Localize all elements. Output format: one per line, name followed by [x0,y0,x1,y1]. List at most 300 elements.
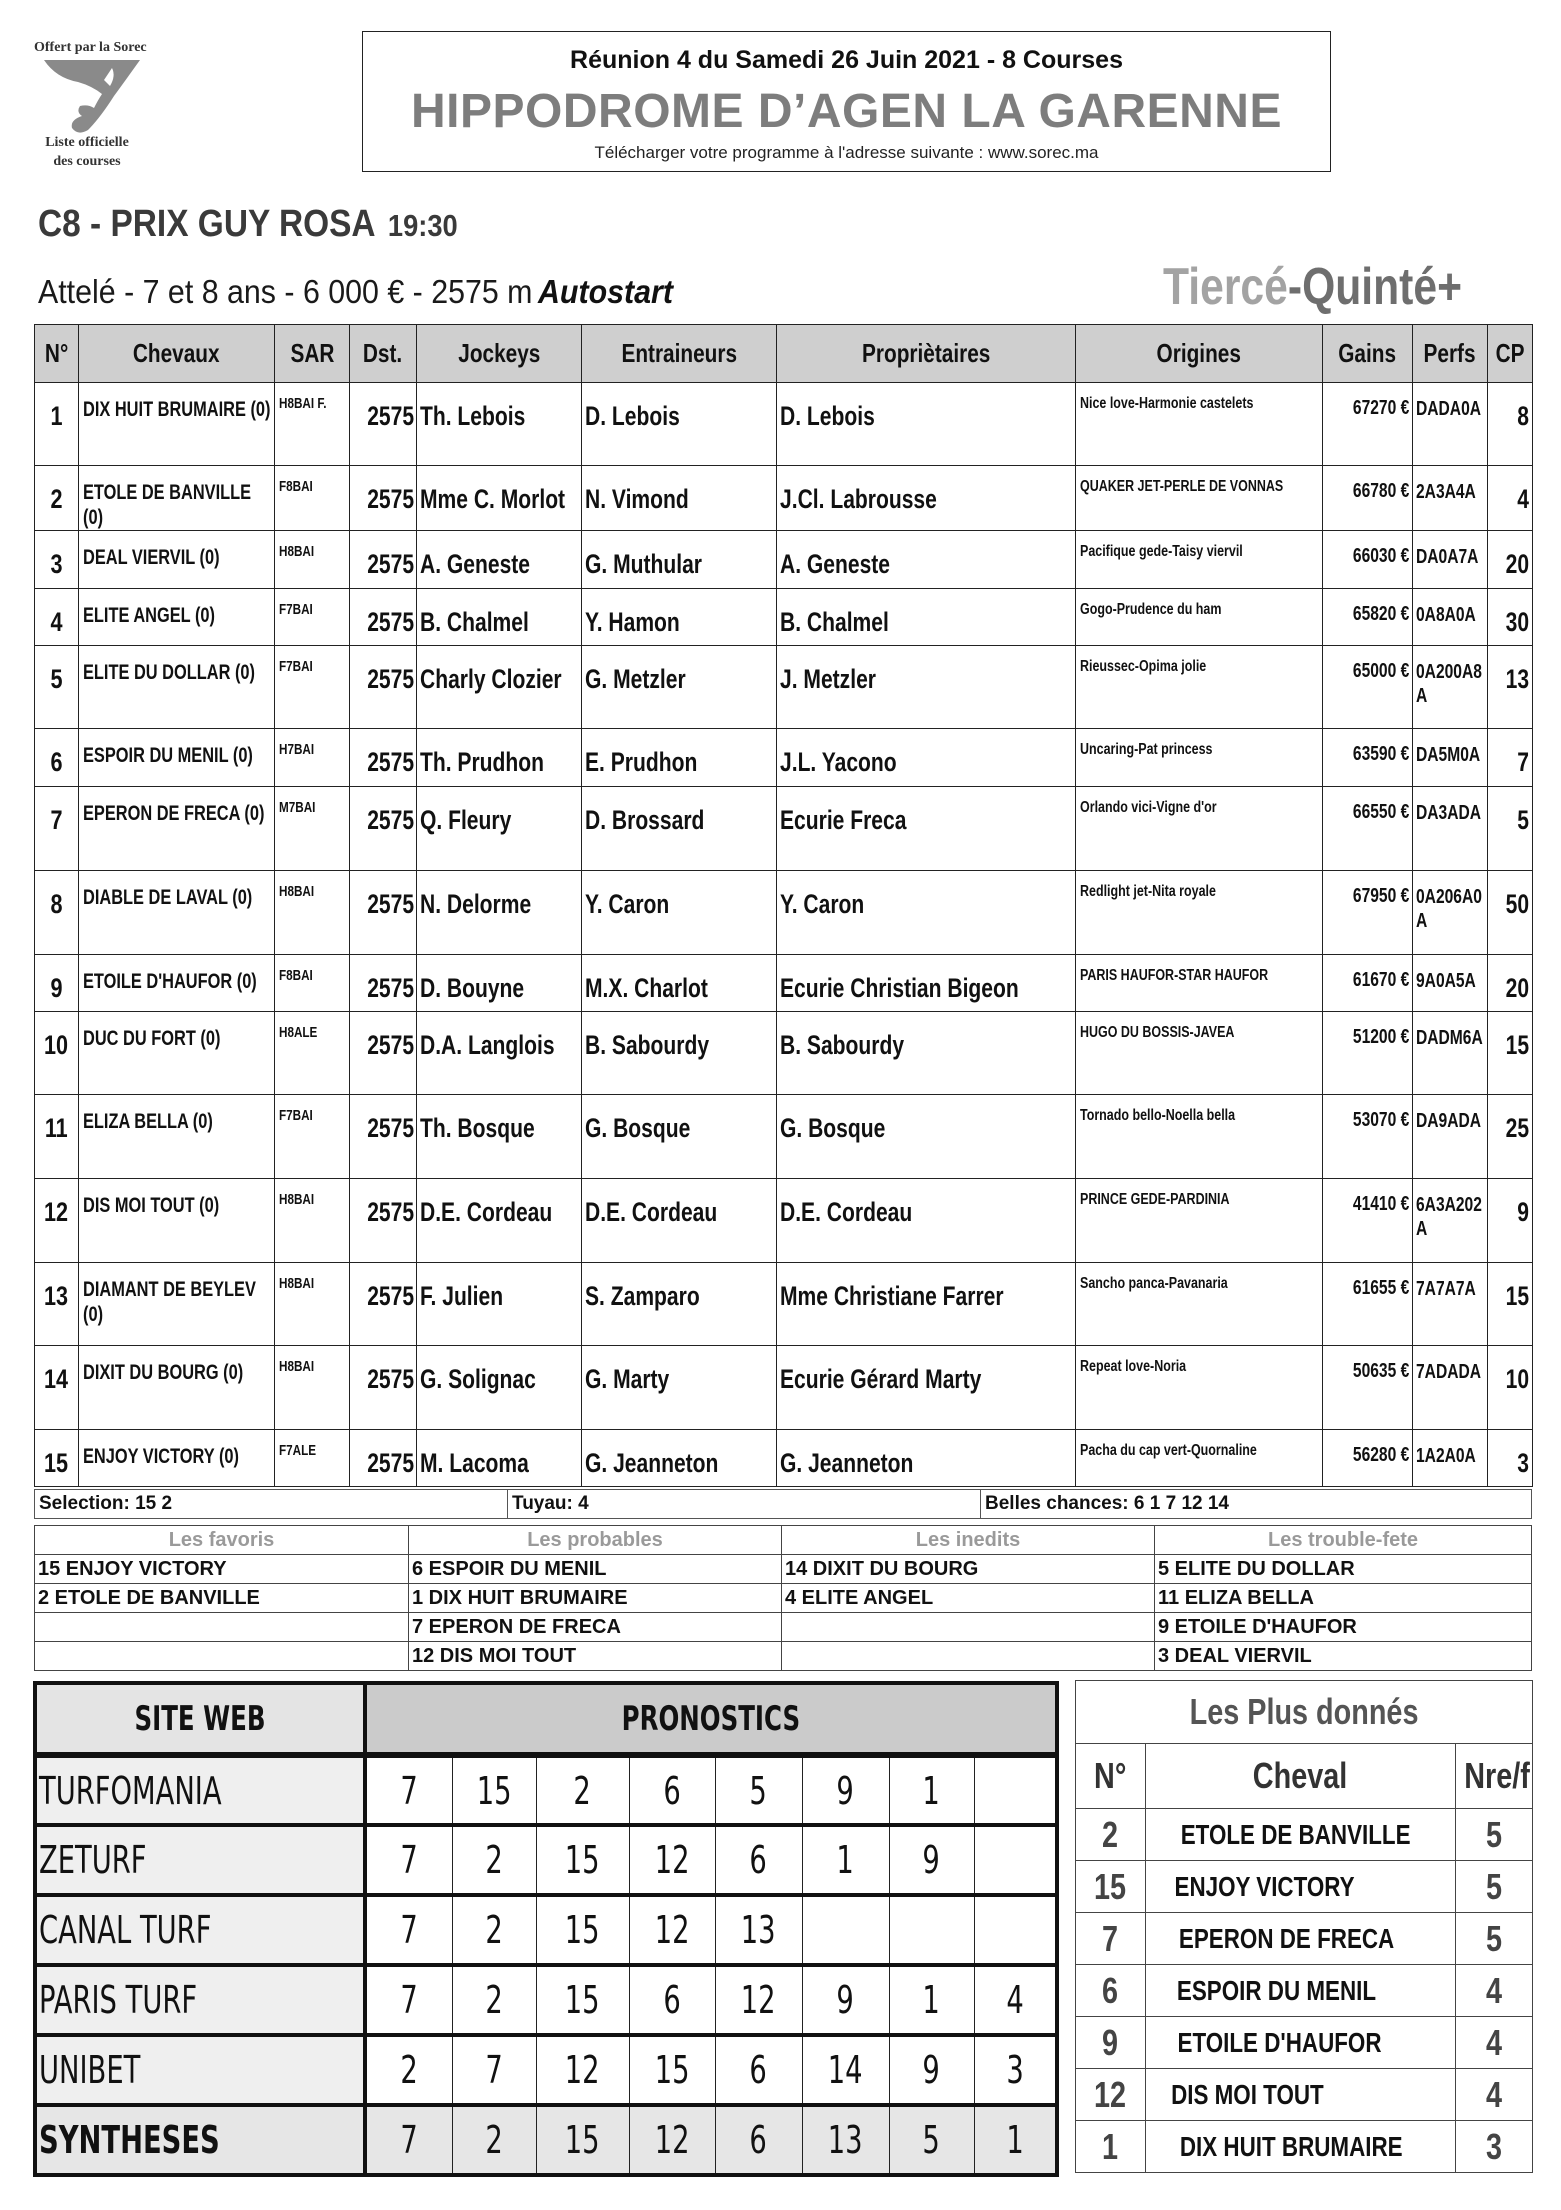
runner-jockey: Mme C. Morlot [420,484,566,514]
runner-horse: DIX HUIT BRUMAIRE (0) [83,398,271,421]
runner-gains-cell [1323,589,1413,646]
runner-distance: 2575 [367,607,414,637]
runner-number: 14 [44,1364,69,1394]
runner-perfs: DADA0A [1416,398,1482,420]
runner-number: 10 [44,1030,69,1060]
pronostic-value: 2 [365,2035,452,2105]
category-probables-item: 12 DIS MOI TOUT [409,1642,782,1671]
runner-gains: 66550 € [1352,801,1409,823]
runner-row [35,531,1533,589]
runner-sar-cell [275,1095,350,1179]
runner-horse-cell [79,1179,275,1263]
runner-number-cell [35,383,79,466]
category-row [35,1584,1532,1613]
runner-jockey-cell [417,383,582,466]
category-inedits-item: 14 DIXIT DU BOURG [782,1555,1155,1584]
site-web-header: SITE WEB [35,1683,365,1755]
runner-horse-cell [79,383,275,466]
runner-trainer: B. Sabourdy [585,1030,710,1060]
runner-number: 6 [50,747,63,777]
plus-count: 5 [1456,1913,1533,1965]
pronostic-value: 12 [536,2035,629,2105]
plus-donnes-row [1076,2121,1533,2173]
runner-owner-cell [777,1179,1076,1263]
category-probables-item: 6 ESPOIR DU MENIL [409,1555,782,1584]
runner-sar: F7BAI [279,601,313,618]
runner-owner-cell [777,1263,1076,1346]
runner-horse: DIAMANT DE BEYLEV (0) [83,1278,256,1326]
pronostic-site: SYNTHESES [35,2105,365,2175]
runner-sar: M7BAI [279,799,316,816]
plus-horse: ETOILE D'HAUFOR [1146,2017,1456,2069]
runner-horse-cell [79,1346,275,1430]
runner-owner-cell [777,955,1076,1012]
category-row [35,1642,1532,1671]
runner-jockey-cell [417,1430,582,1487]
runner-jockey-cell [417,955,582,1012]
runner-origin-cell [1076,466,1323,531]
runner-gains: 63590 € [1352,743,1409,765]
runner-distance: 2575 [367,747,414,777]
col-header-gains: Gains [1323,325,1413,383]
runner-origin-cell [1076,589,1323,646]
runner-gains-cell [1323,1012,1413,1095]
runner-number-cell [35,1263,79,1346]
reunion-info: Réunion 4 du Samedi 26 Juin 2021 - 8 Courses [570,46,1123,74]
runner-origin: Repeat love-Noria [1080,1358,1187,1375]
plus-number: 9 [1076,2017,1146,2069]
pronostic-value: 6 [715,2035,802,2105]
runner-sar-cell [275,589,350,646]
runner-jockey: D.A. Langlois [420,1030,555,1060]
runner-horse-cell [79,589,275,646]
runner-perfs: DA9ADA [1416,1110,1482,1132]
runner-cp: 30 [1505,607,1529,637]
pronostic-row [35,1965,1057,2035]
runner-jockey-cell [417,1263,582,1346]
runner-distance-cell [350,787,417,871]
runner-horse: EPERON DE FRECA (0) [83,802,265,825]
runner-perfs: 0A200A8A [1416,661,1482,707]
runner-sar: H8BAI F. [279,395,327,412]
pronostic-value [889,1895,974,1965]
runner-owner: G. Jeanneton [780,1448,914,1478]
pronostic-row [35,2035,1057,2105]
runner-number: 8 [50,889,63,919]
pronostic-value: 1 [889,1965,974,2035]
runner-sar: F7BAI [279,658,313,675]
runner-number-cell [35,1012,79,1095]
runner-trainer-cell [582,729,777,787]
runner-origin: Tornado bello-Noella bella [1080,1107,1236,1124]
runner-number-cell [35,1179,79,1263]
runner-owner-cell [777,729,1076,787]
runner-perfs: 0A206A0A [1416,886,1482,932]
runner-perfs: 0A8A0A [1416,604,1476,626]
pronostic-site: ZETURF [35,1825,365,1895]
runner-trainer: E. Prudhon [585,747,698,777]
runner-cp: 25 [1505,1113,1529,1143]
runner-perfs: DA3ADA [1416,802,1482,824]
runner-jockey-cell [417,466,582,531]
runner-origin-cell [1076,871,1323,955]
runner-distance: 2575 [367,1113,414,1143]
runner-gains-cell [1323,1430,1413,1487]
runner-perfs: 9A0A5A [1416,970,1476,992]
runner-owner: J.Cl. Labrousse [780,484,937,514]
bet-type-quinte: -Quinté+ [1287,258,1462,316]
runner-cp-cell [1488,531,1533,589]
runner-trainer-cell [582,646,777,729]
runner-sar: H8BAI [279,1275,315,1292]
runner-origin: Pacha du cap vert-Quornaline [1080,1442,1257,1459]
col-header-cp: CP [1488,325,1533,383]
runner-sar-cell [275,383,350,466]
runner-number: 3 [50,549,63,579]
pronostic-value: 12 [629,1825,715,1895]
runner-cp-cell [1488,1095,1533,1179]
runner-origin-cell [1076,1263,1323,1346]
runner-number-cell [35,871,79,955]
runner-cp: 13 [1505,664,1529,694]
runner-perfs-cell [1413,955,1488,1012]
runner-gains: 56280 € [1352,1444,1409,1466]
logo-bottom-text-1: Liste officielle [45,135,129,150]
runner-horse-cell [79,466,275,531]
plus-donnes-table [1075,1680,1533,2173]
bet-type [1163,257,1462,317]
runner-number-cell [35,1095,79,1179]
runner-trainer: G. Muthular [585,549,702,579]
logo-top-text: Offert par la Sorec [34,40,147,55]
category-probables: Les probables [409,1526,782,1555]
pronostic-value: 15 [629,2035,715,2105]
category-trouble-fete-item: 11 ELIZA BELLA [1155,1584,1532,1613]
runner-row [35,955,1533,1012]
pronostic-value: 9 [802,1965,889,2035]
pronostic-value: 6 [715,2105,802,2175]
pronostic-row [35,1825,1057,1895]
runner-jockey: F. Julien [420,1281,504,1311]
runner-row [35,466,1533,531]
runner-trainer: D.E. Cordeau [585,1197,718,1227]
pronostic-value: 7 [365,1965,452,2035]
runner-horse-cell [79,787,275,871]
runner-horse: DEAL VIERVIL (0) [83,546,220,569]
runner-owner: B. Sabourdy [780,1030,905,1060]
runner-jockey: D. Bouyne [420,973,525,1003]
horse-head-icon [42,56,142,136]
runner-horse: ESPOIR DU MENIL (0) [83,744,253,767]
runner-origin: PARIS HAUFOR-STAR HAUFOR [1080,967,1269,984]
runner-number-cell [35,1430,79,1487]
runner-perfs-cell [1413,466,1488,531]
pronostic-value [974,1825,1057,1895]
runner-horse: DUC DU FORT (0) [83,1027,221,1050]
pronostic-value: 2 [452,1825,536,1895]
runner-distance-cell [350,1346,417,1430]
runner-owner: Ecurie Gérard Marty [780,1364,982,1394]
runner-jockey: B. Chalmel [420,607,529,637]
pronostic-value: 15 [452,1755,536,1825]
runner-cp: 15 [1505,1281,1529,1311]
runner-gains: 65820 € [1352,603,1409,625]
runner-cp: 20 [1505,973,1529,1003]
runner-perfs-cell [1413,1430,1488,1487]
runner-sar-cell [275,646,350,729]
runner-row [35,383,1533,466]
runner-cp-cell [1488,466,1533,531]
runner-number-cell [35,787,79,871]
bet-type-tierce: Tiercé [1163,258,1288,316]
runner-number-cell [35,646,79,729]
runner-number: 15 [44,1448,69,1478]
runner-owner-cell [777,871,1076,955]
runner-row [35,1430,1533,1487]
runner-owner: D.E. Cordeau [780,1197,913,1227]
runner-horse-cell [79,1012,275,1095]
plus-donnes-row [1076,2069,1533,2121]
plus-donnes-row [1076,1861,1533,1913]
pronostic-site: PARIS TURF [35,1965,365,2035]
runner-perfs-cell [1413,787,1488,871]
runner-jockey-cell [417,1346,582,1430]
runner-row [35,1095,1533,1179]
runner-distance-cell [350,589,417,646]
runner-distance-cell [350,1430,417,1487]
plus-count: 5 [1456,1809,1533,1861]
tuyau-text: Tuyau: 4 [508,1490,981,1519]
runner-gains: 66030 € [1352,545,1409,567]
plus-horse: DIX HUIT BRUMAIRE [1146,2121,1456,2173]
runner-perfs-cell [1413,729,1488,787]
runner-owner: Y. Caron [780,889,865,919]
pronostic-value: 12 [629,2105,715,2175]
pronostic-value: 15 [536,1895,629,1965]
runner-trainer-cell [582,955,777,1012]
runner-distance: 2575 [367,484,414,514]
col-header-perfs: Perfs [1413,325,1488,383]
runner-sar: F7ALE [279,1442,317,1459]
runner-jockey-cell [417,729,582,787]
runner-trainer-cell [582,466,777,531]
runner-distance-cell [350,1012,417,1095]
pronostics-header: PRONOSTICS [365,1683,1057,1755]
pronostic-site: UNIBET [35,2035,365,2105]
runner-trainer-cell [582,1095,777,1179]
runner-trainer: M.X. Charlot [585,973,708,1003]
runner-perfs: 6A3A202A [1416,1194,1482,1240]
runner-owner: J. Metzler [780,664,876,694]
plus-count: 4 [1456,2017,1533,2069]
belles-chances-text: Belles chances: 6 1 7 12 14 [981,1490,1532,1519]
plus-number: 12 [1076,2069,1146,2121]
runner-origin-cell [1076,383,1323,466]
runner-number-cell [35,589,79,646]
runner-cp-cell [1488,955,1533,1012]
runner-gains: 67270 € [1352,397,1409,419]
plus-col-number: N° [1076,1744,1146,1809]
start-type: Autostart [538,273,673,310]
runner-distance: 2575 [367,1197,414,1227]
runner-cp-cell [1488,1346,1533,1430]
runner-sar: H8BAI [279,883,315,900]
pronostic-value: 15 [536,2105,629,2175]
runner-origin-cell [1076,1346,1323,1430]
runner-distance: 2575 [367,664,414,694]
runner-perfs: 7ADADA [1416,1361,1482,1383]
runner-horse: ENJOY VICTORY (0) [83,1445,239,1468]
runner-origin: Orlando vici-Vigne d'or [1080,799,1217,816]
category-favoris-item [35,1613,409,1642]
runner-owner: G. Bosque [780,1113,886,1143]
runner-cp: 10 [1505,1364,1529,1394]
plus-number: 7 [1076,1913,1146,1965]
runner-sar: F8BAI [279,478,313,495]
pronostic-value: 1 [802,1825,889,1895]
category-favoris-item: 2 ETOLE DE BANVILLE [35,1584,409,1613]
runner-jockey: M. Lacoma [420,1448,529,1478]
runner-origin-cell [1076,531,1323,589]
runner-distance: 2575 [367,549,414,579]
runner-jockey: G. Solignac [420,1364,536,1394]
runner-origin-cell [1076,787,1323,871]
runner-sar: H7BAI [279,741,315,758]
runner-sar: F7BAI [279,1107,313,1124]
runner-number: 11 [45,1113,68,1143]
category-inedits-item [782,1613,1155,1642]
runner-cp: 9 [1517,1197,1529,1227]
download-info: Télécharger votre programme à l'adresse suivante : www.sorec.ma [594,143,1099,162]
race-name: C8 - PRIX GUY ROSA [38,203,376,245]
runner-sar-cell [275,787,350,871]
runner-gains: 53070 € [1352,1109,1409,1131]
runner-perfs-cell [1413,1179,1488,1263]
runner-jockey-cell [417,646,582,729]
runner-cp: 50 [1505,889,1529,919]
runner-horse-cell [79,871,275,955]
category-trouble-fete-item: 3 DEAL VIERVIL [1155,1642,1532,1671]
runner-trainer: S. Zamparo [585,1281,700,1311]
runner-owner-cell [777,1012,1076,1095]
runner-gains-cell [1323,466,1413,531]
runner-perfs: DA0A7A [1416,546,1479,568]
pronostic-value: 2 [452,1895,536,1965]
plus-number: 2 [1076,1809,1146,1861]
runner-perfs-cell [1413,1263,1488,1346]
runner-horse-cell [79,729,275,787]
runner-gains: 61655 € [1352,1277,1409,1299]
pronostic-value: 13 [802,2105,889,2175]
runner-jockey-cell [417,871,582,955]
runner-origin: Pacifique gede-Taisy viervil [1080,543,1243,560]
runner-number-cell [35,531,79,589]
runner-owner-cell [777,787,1076,871]
runner-cp-cell [1488,1012,1533,1095]
runner-origin-cell [1076,1179,1323,1263]
category-favoris-item: 15 ENJOY VICTORY [35,1555,409,1584]
runner-gains-cell [1323,383,1413,466]
runner-distance: 2575 [367,401,414,431]
runner-gains: 50635 € [1352,1360,1409,1382]
pronostic-row [35,2105,1057,2175]
runner-jockey: A. Geneste [420,549,531,579]
runner-trainer-cell [582,589,777,646]
runner-origin-cell [1076,1095,1323,1179]
runner-origin: Sancho panca-Pavanaria [1080,1275,1228,1292]
category-probables-item: 1 DIX HUIT BRUMAIRE [409,1584,782,1613]
runner-row [35,787,1533,871]
runner-sar-cell [275,531,350,589]
runner-number: 5 [50,664,63,694]
runner-sar-cell [275,1346,350,1430]
plus-col-horse: Cheval [1146,1744,1456,1809]
pronostic-value: 5 [715,1755,802,1825]
runner-distance: 2575 [367,1364,414,1394]
runner-distance: 2575 [367,889,414,919]
category-row [35,1613,1532,1642]
runner-horse: DIABLE DE LAVAL (0) [83,886,253,909]
runner-jockey: Th. Bosque [420,1113,535,1143]
runner-jockey: Th. Prudhon [420,747,544,777]
runner-trainer-cell [582,1346,777,1430]
runner-cp-cell [1488,729,1533,787]
runner-cp: 5 [1517,805,1529,835]
runner-trainer: N. Vimond [585,484,689,514]
runner-sar-cell [275,729,350,787]
runner-perfs-cell [1413,871,1488,955]
pronostic-value: 1 [974,2105,1057,2175]
sorec-logo [22,30,172,175]
runner-owner-cell [777,531,1076,589]
pronostic-value: 15 [536,1825,629,1895]
pronostic-value: 12 [715,1965,802,2035]
runner-horse-cell [79,531,275,589]
race-conditions [38,273,673,311]
runner-gains-cell [1323,1263,1413,1346]
runner-jockey-cell [417,1012,582,1095]
plus-number: 15 [1076,1861,1146,1913]
runner-cp-cell [1488,383,1533,466]
pronostic-row [35,1755,1057,1825]
runner-perfs-cell [1413,383,1488,466]
runner-jockey: N. Delorme [420,889,532,919]
runner-row [35,1346,1533,1430]
runner-gains-cell [1323,1346,1413,1430]
runner-jockey-cell [417,589,582,646]
runner-origin-cell [1076,1012,1323,1095]
runner-distance: 2575 [367,1030,414,1060]
runner-trainer-cell [582,383,777,466]
runner-trainer-cell [582,1012,777,1095]
runner-distance: 2575 [367,973,414,1003]
runner-owner: Ecurie Freca [780,805,907,835]
category-inedits-item: 4 ELITE ANGEL [782,1584,1155,1613]
plus-donnes-row [1076,2017,1533,2069]
pronostic-row [35,1895,1057,1965]
runner-trainer: G. Metzler [585,664,686,694]
runner-owner: D. Lebois [780,401,875,431]
pronostic-value: 6 [629,1755,715,1825]
runner-trainer-cell [582,1430,777,1487]
runner-origin-cell [1076,729,1323,787]
runner-distance-cell [350,955,417,1012]
plus-col-count: Nre/f [1456,1744,1533,1809]
col-header-trainers: Entraineurs [582,325,777,383]
col-header-jockeys: Jockeys [417,325,582,383]
runner-distance: 2575 [367,805,414,835]
pronostic-value: 2 [452,2105,536,2175]
